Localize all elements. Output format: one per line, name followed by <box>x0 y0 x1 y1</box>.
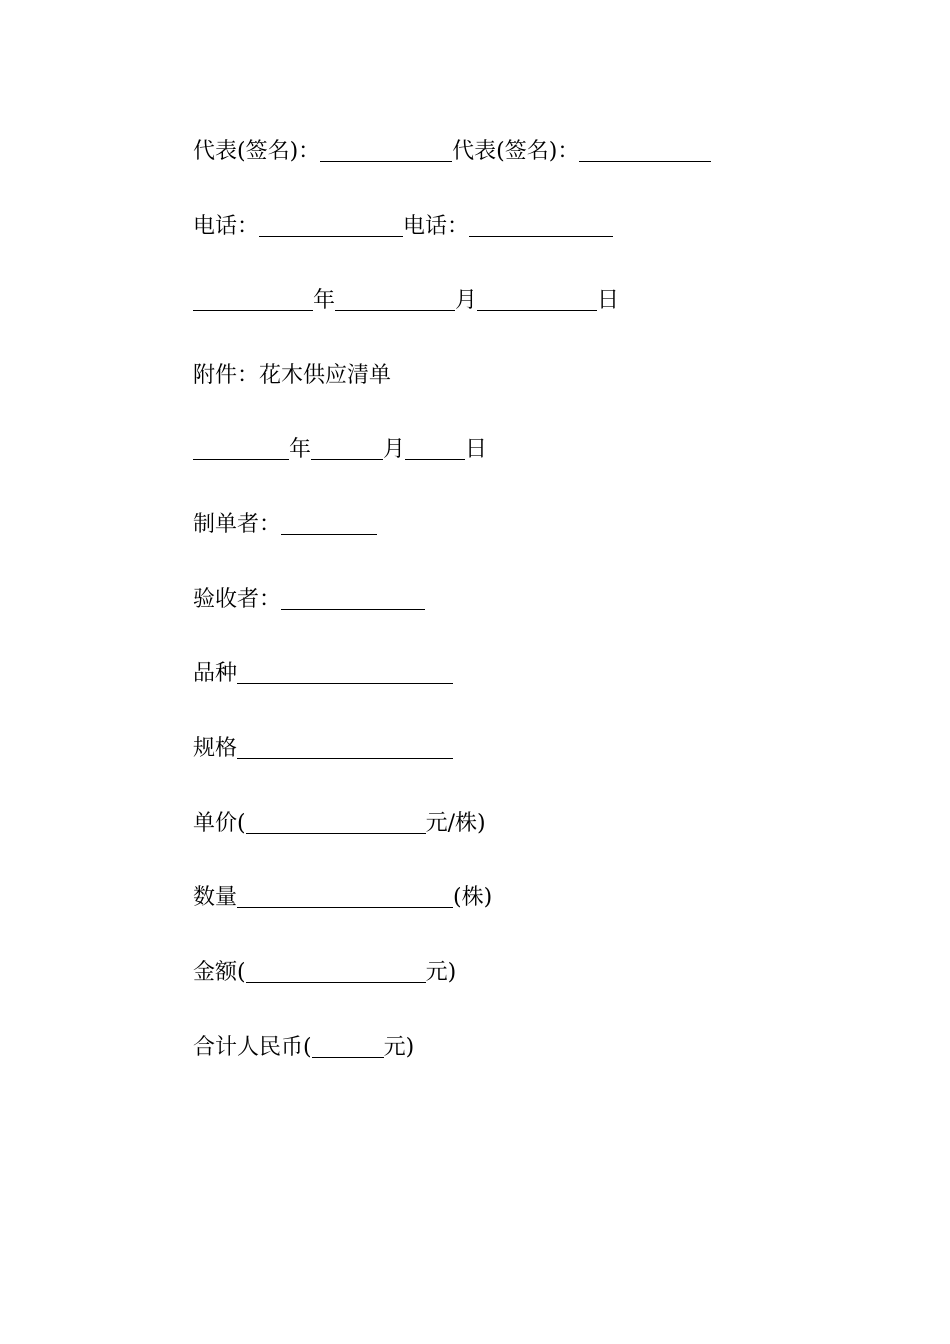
amount-blank[interactable] <box>246 960 426 983</box>
maker-blank[interactable] <box>281 512 377 535</box>
maker-line <box>193 510 377 540</box>
unit-price-blank[interactable] <box>246 811 426 834</box>
phone-label-b: 电话： <box>403 214 470 239</box>
rep-signature-blank-b[interactable] <box>579 139 711 162</box>
total-line <box>193 1033 414 1063</box>
spec-label: 规格 <box>193 736 238 761</box>
inspector-label: 验收者： <box>193 587 282 612</box>
amount-label: 金额( <box>193 960 246 985</box>
total-blank[interactable] <box>312 1035 384 1058</box>
phone-line <box>193 212 613 242</box>
quantity-blank[interactable] <box>237 885 453 908</box>
rep-label-party-a: 代表(签名)： <box>193 139 321 164</box>
month-label-2: 月 <box>383 437 406 462</box>
rep-signature-blank-a[interactable] <box>320 139 452 162</box>
attachment-line <box>193 361 391 391</box>
day-blank-2[interactable] <box>405 437 465 460</box>
attachment-title: 附件：花木供应清单 <box>193 363 392 388</box>
month-blank-2[interactable] <box>311 437 383 460</box>
total-suffix: 元) <box>383 1035 415 1060</box>
unit-price-line <box>193 809 486 839</box>
date-line-1 <box>193 286 619 316</box>
variety-blank[interactable] <box>237 661 453 684</box>
day-label-1: 日 <box>597 288 620 313</box>
total-label: 合计人民币( <box>193 1035 312 1060</box>
rep-label-party-b: 代表(签名)： <box>452 139 580 164</box>
phone-blank-b[interactable] <box>469 214 613 237</box>
day-label-2: 日 <box>465 437 488 462</box>
quantity-label: 数量 <box>193 885 238 910</box>
variety-label: 品种 <box>193 661 238 686</box>
unit-price-label: 单价( <box>193 811 246 836</box>
year-blank-1[interactable] <box>193 288 313 311</box>
quantity-suffix: (株) <box>453 885 493 910</box>
inspector-line <box>193 585 425 615</box>
day-blank-1[interactable] <box>477 288 597 311</box>
phone-blank-a[interactable] <box>259 214 403 237</box>
month-label-1: 月 <box>455 288 478 313</box>
quantity-line <box>193 883 492 913</box>
inspector-blank[interactable] <box>281 587 425 610</box>
phone-label-a: 电话： <box>193 214 260 239</box>
spec-blank[interactable] <box>237 736 453 759</box>
maker-label: 制单者： <box>193 512 282 537</box>
year-blank-2[interactable] <box>193 437 289 460</box>
date-line-2 <box>193 435 487 465</box>
amount-suffix: 元) <box>425 960 457 985</box>
variety-line <box>193 659 453 689</box>
unit-price-suffix: 元/株) <box>425 811 486 836</box>
representative-signature-line <box>193 137 711 167</box>
month-blank-1[interactable] <box>335 288 455 311</box>
year-label-2: 年 <box>289 437 312 462</box>
spec-line <box>193 734 453 764</box>
year-label-1: 年 <box>313 288 336 313</box>
amount-line <box>193 958 456 988</box>
